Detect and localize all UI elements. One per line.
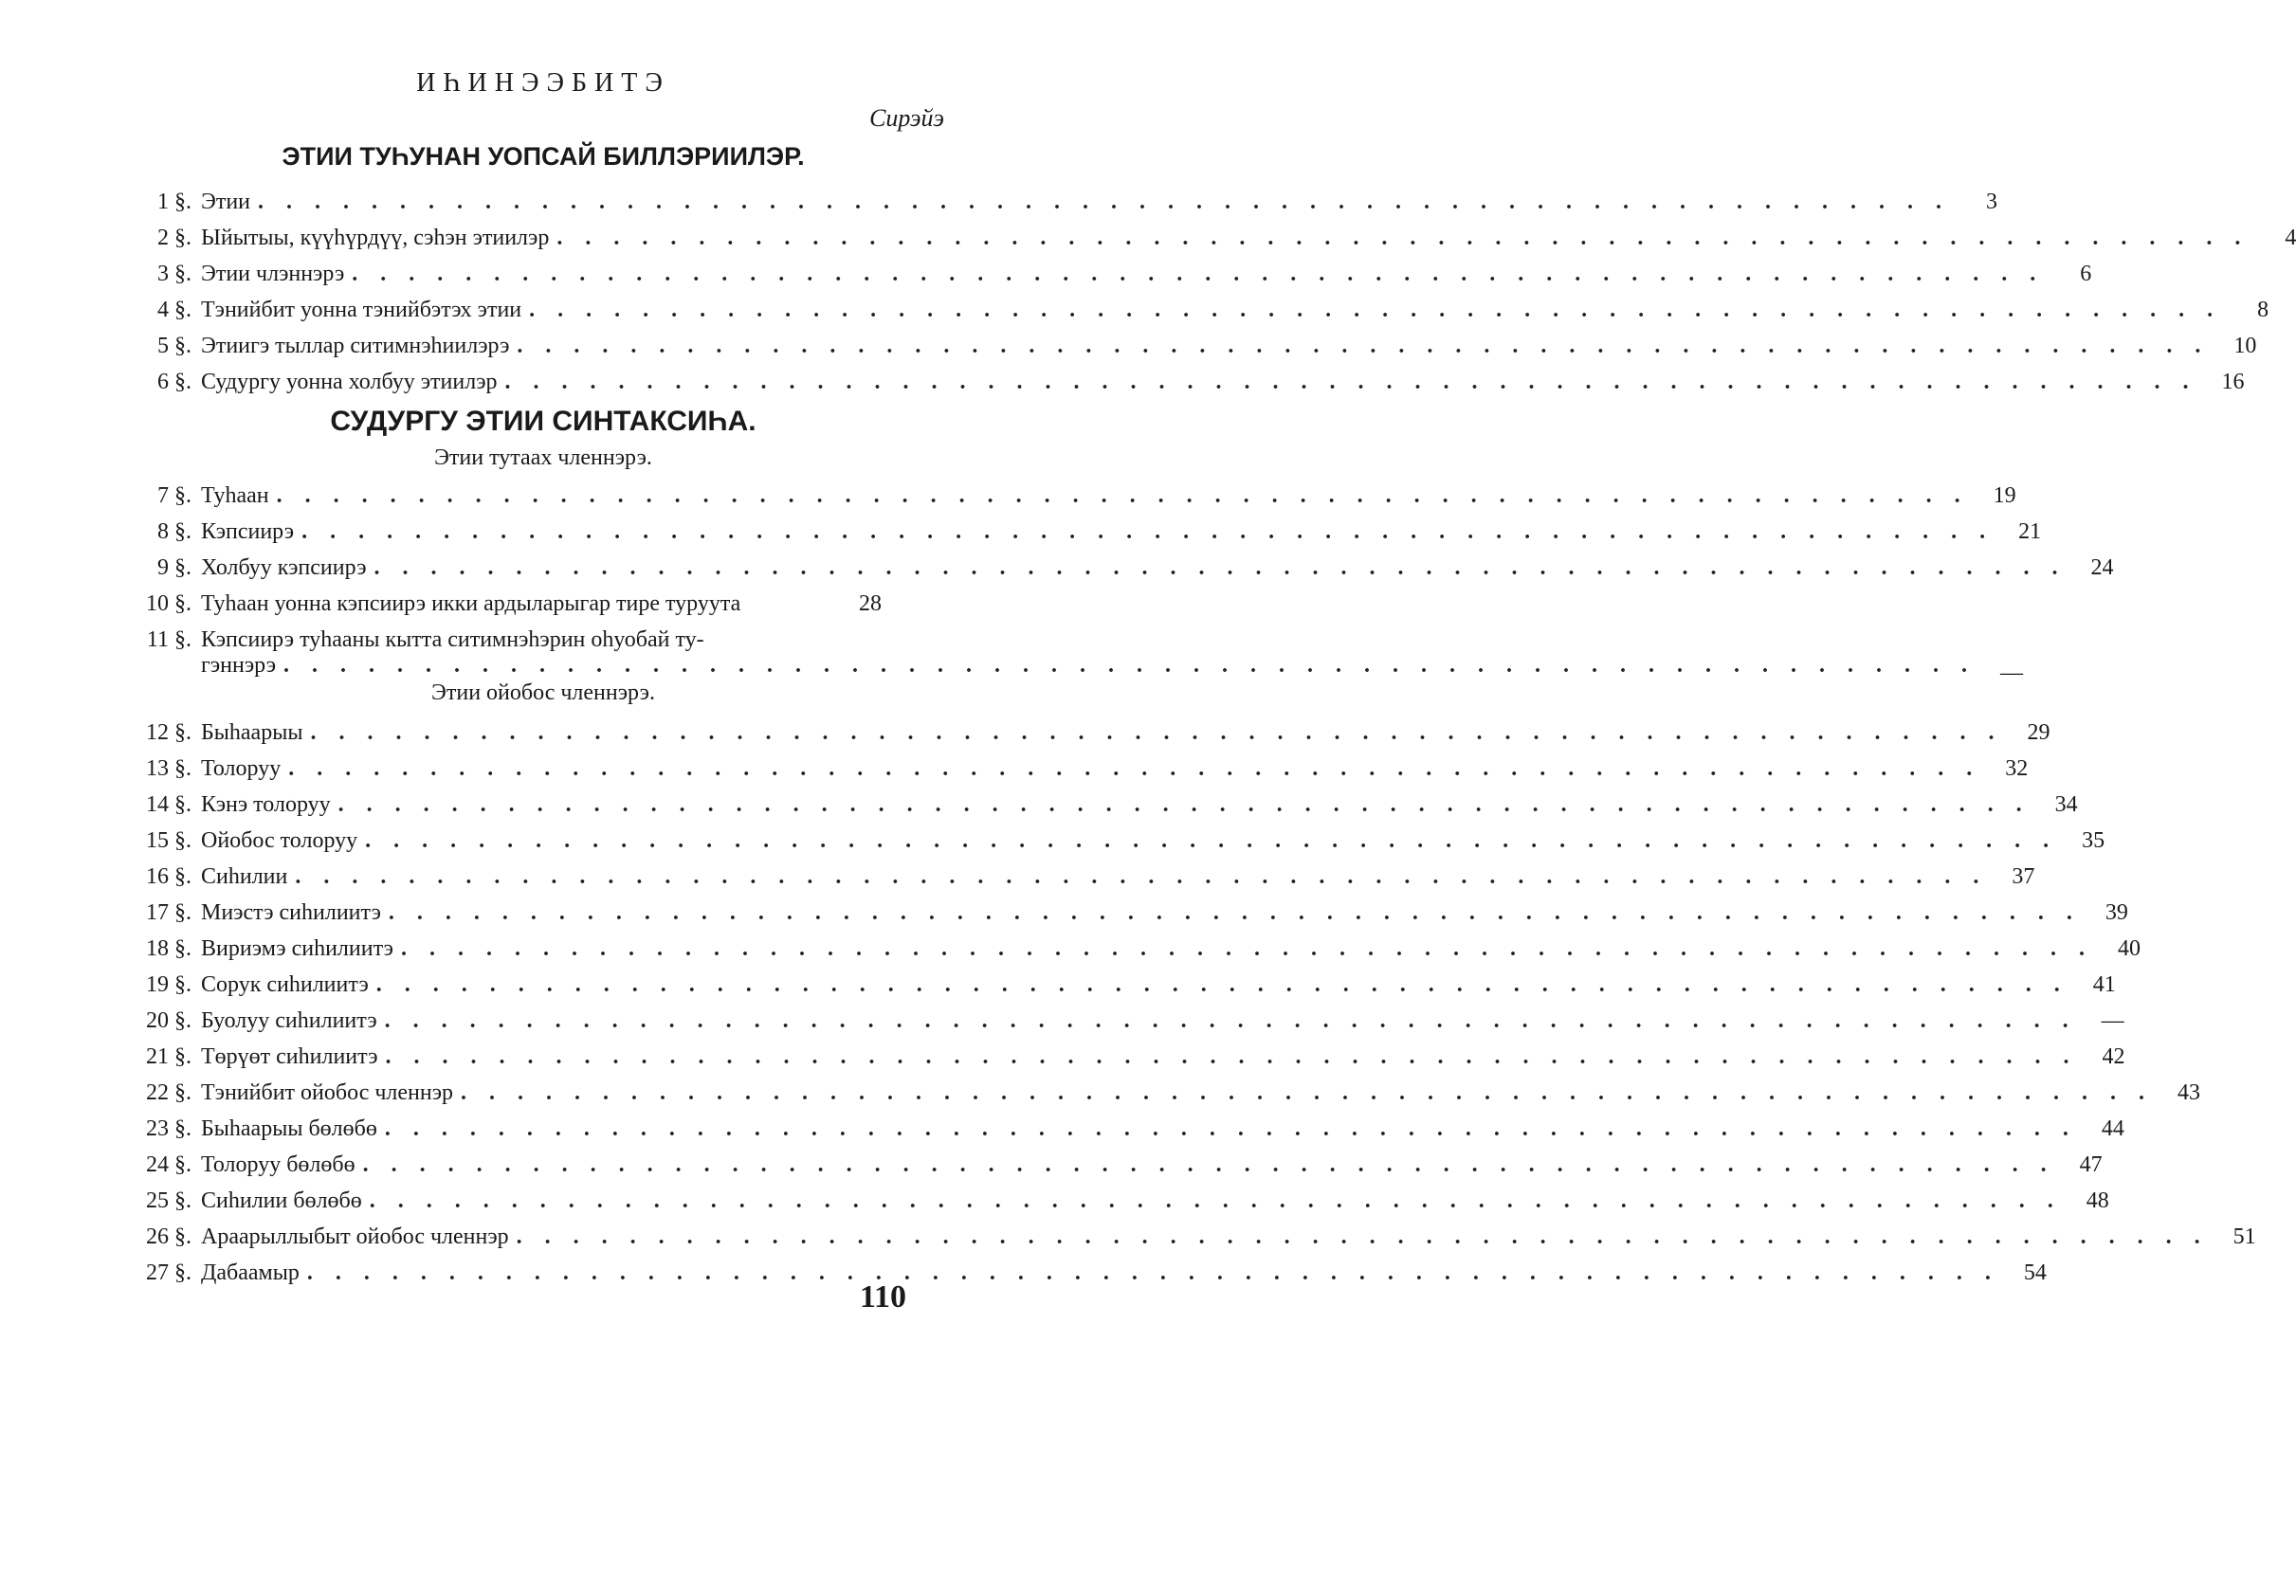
toc-entry-label: Холбуу кэпсиирэ <box>201 555 367 580</box>
toc-entry-page: 51 <box>2232 1224 2256 1249</box>
toc-entry-label: Этиигэ тыллар ситимнэһиилэрэ <box>201 334 510 358</box>
toc-entry-page: 54 <box>2023 1260 2047 1285</box>
toc-entry <box>133 1080 2201 1116</box>
toc-entry-label: Ойобос толоруу <box>201 828 358 853</box>
section-sign: §. <box>174 900 191 925</box>
subheading-secondary-members: Этии ойобос членнэрэ. <box>431 680 655 705</box>
section-sign: §. <box>174 1116 191 1141</box>
section-sign: §. <box>174 1260 191 1285</box>
toc-entry-page: — <box>2000 661 2024 685</box>
toc-entry-label: Толоруу <box>201 756 282 781</box>
section-sign: §. <box>174 519 191 544</box>
toc-entry-label: Дабаамыр <box>201 1260 300 1285</box>
dot-leader <box>517 1224 2209 1250</box>
toc-entry-label: Этии <box>201 190 251 214</box>
toc-entry <box>133 190 1998 226</box>
section-sign: §. <box>174 1044 191 1069</box>
toc-entry <box>133 1044 2125 1080</box>
section-sign: §. <box>174 972 191 997</box>
dot-leader <box>401 936 2093 962</box>
toc-entry <box>133 900 2128 936</box>
toc-entry <box>133 864 2035 900</box>
toc-entry-number: 23 <box>146 1116 169 1141</box>
section-sign: §. <box>174 190 191 214</box>
toc-entry-label: Быһаарыы <box>201 720 303 745</box>
section-sign: §. <box>174 262 191 286</box>
dot-leader <box>556 226 2249 251</box>
toc-entry-page: 10 <box>2233 334 2257 358</box>
toc-list-general <box>133 190 2296 406</box>
toc-entry-label: Сиһилии <box>201 864 288 889</box>
dot-leader <box>288 756 1980 782</box>
section-sign: §. <box>174 828 191 853</box>
toc-entry-number: 3 <box>157 262 169 286</box>
toc-entry-number: 25 <box>146 1188 169 1213</box>
dot-leader <box>385 1116 2077 1142</box>
toc-entry <box>133 1224 2256 1260</box>
toc-entry-page: 44 <box>2101 1116 2124 1141</box>
toc-entry-number: 19 <box>146 972 169 997</box>
page-number: 110 <box>859 1279 906 1315</box>
toc-entry-page: 16 <box>2221 370 2245 394</box>
toc-entry <box>133 1188 2109 1224</box>
toc-entry-number: 4 <box>157 298 169 322</box>
section-sign: §. <box>174 627 191 652</box>
section-sign: §. <box>174 1188 191 1213</box>
dot-leader <box>283 653 1976 679</box>
toc-entry-page: 32 <box>2005 756 2029 781</box>
toc-entry <box>133 972 2116 1008</box>
toc-entry-number: 21 <box>146 1044 169 1069</box>
toc-entry <box>133 591 882 627</box>
dot-leader <box>307 1260 1999 1286</box>
toc-entry-label: Төрүөт сиһилиитэ <box>201 1044 378 1069</box>
toc-entry-label: гэннэрэ <box>201 653 277 678</box>
section-sign: §. <box>174 1224 191 1249</box>
toc-entry <box>133 555 2114 591</box>
toc-entry-label: Миэстэ сиһилиитэ <box>201 900 381 925</box>
toc-entry-page: 19 <box>1993 483 2016 508</box>
dot-leader <box>301 519 1994 545</box>
toc-entry <box>133 1116 2124 1152</box>
dot-leader <box>386 1044 2078 1070</box>
toc-entry-number: 14 <box>146 792 169 817</box>
toc-entry-label: Вириэмэ сиһилиитэ <box>201 936 393 961</box>
dot-leader <box>365 828 2057 854</box>
dot-leader <box>310 720 2002 746</box>
toc-entry-page: 42 <box>2102 1044 2125 1069</box>
toc-entry-page: 40 <box>2117 936 2141 961</box>
toc-entry-page: — <box>2101 1008 2124 1033</box>
toc-entry <box>133 519 2042 555</box>
toc-entry-number: 1 <box>157 190 169 214</box>
toc-entry-page: 3 <box>1986 190 1998 214</box>
toc-entry <box>133 262 2092 298</box>
section-sign: §. <box>174 555 191 580</box>
toc-entry <box>133 334 2257 370</box>
page-title: ИҺИНЭЭБИТЭ <box>416 68 670 98</box>
toc-entry <box>133 1152 2103 1188</box>
toc-entry-number: 10 <box>146 591 169 616</box>
section-sign: §. <box>174 1152 191 1177</box>
toc-entry-page: 8 <box>2257 298 2269 322</box>
section-sign: §. <box>174 370 191 394</box>
dot-leader <box>338 792 2031 818</box>
toc-entry-page: 28 <box>859 591 882 616</box>
toc-entry-label: Туһаан <box>201 483 269 508</box>
toc-entry <box>133 828 2105 864</box>
toc-entry-label: Сиһилии бөлөбө <box>201 1188 362 1213</box>
section-heading-syntax: СУДУРГУ ЭТИИ СИНТАКСИҺА. <box>330 406 756 437</box>
dot-leader <box>461 1080 2153 1106</box>
toc-entry-page: 4 <box>2285 226 2296 250</box>
toc-entry <box>133 298 2269 334</box>
toc-entry-page: 29 <box>2027 720 2050 745</box>
toc-entry-number: 22 <box>146 1080 169 1105</box>
toc-entry-number: 17 <box>146 900 169 925</box>
toc-entry <box>133 1008 2124 1044</box>
toc-entry-page: 39 <box>2105 900 2128 925</box>
toc-entry-number: 7 <box>157 483 169 508</box>
section-sign: §. <box>174 936 191 961</box>
dot-leader <box>374 555 2067 581</box>
toc-entry-number: 6 <box>157 370 169 394</box>
toc-entry-page: 34 <box>2054 792 2078 817</box>
toc-entry-page: 48 <box>2086 1188 2109 1213</box>
toc-entry-number: 9 <box>157 555 169 580</box>
toc-entry-label: Кэнэ толоруу <box>201 792 331 817</box>
toc-list-main-members <box>133 483 2114 686</box>
section-sign: §. <box>174 1080 191 1105</box>
toc-entry-number: 26 <box>146 1224 169 1249</box>
section-sign: §. <box>174 1008 191 1033</box>
section-sign: §. <box>174 334 191 358</box>
toc-entry-label: Ыйытыы, күүһүрдүү, сэһэн этиилэр <box>201 226 550 250</box>
toc-entry-label: Араарыллыбыт ойобос членнэр <box>201 1224 509 1249</box>
toc-entry <box>133 756 2029 792</box>
toc-entry-page: 47 <box>2079 1152 2103 1177</box>
toc-entry-label: Сорук сиһилиитэ <box>201 972 369 997</box>
toc-entry-number: 11 <box>146 627 169 652</box>
section-sign: §. <box>174 483 191 508</box>
toc-entry-number: 18 <box>146 936 169 961</box>
toc-entry-page: 21 <box>2018 519 2042 544</box>
section-heading-general: ЭТИИ ТУҺУНАН УОПСАЙ БИЛЛЭРИИЛЭР. <box>282 142 805 171</box>
toc-entry-label: Кэпсиирэ <box>201 519 295 544</box>
dot-leader <box>529 298 2221 323</box>
toc-entry-number: 8 <box>157 519 169 544</box>
dot-leader <box>376 972 2068 998</box>
dot-leader <box>363 1152 2055 1178</box>
toc-entry-page: 37 <box>2012 864 2035 889</box>
toc-entry-number: 5 <box>157 334 169 358</box>
toc-entry-label: Судургу уонна холбуу этиилэр <box>201 370 498 394</box>
toc-entry <box>133 936 2141 972</box>
toc-entry-number: 13 <box>146 756 169 781</box>
toc-entry-number: 12 <box>146 720 169 745</box>
toc-entry-label: Тэнийбит уонна тэнийбэтэх этии <box>201 298 522 322</box>
toc-entry-page: 43 <box>2178 1080 2201 1105</box>
toc-entry-label: Кэпсиирэ туһааны кытта ситимнэһэрин оһуобай ту- <box>201 627 704 652</box>
section-sign: §. <box>174 720 191 745</box>
dot-leader <box>385 1008 2077 1034</box>
section-sign: §. <box>174 756 191 781</box>
toc-entry <box>133 483 2016 519</box>
dot-leader <box>517 334 2209 359</box>
dot-leader <box>277 483 1969 509</box>
section-sign: §. <box>174 591 191 616</box>
toc-entry-number: 2 <box>157 226 169 250</box>
dot-leader <box>370 1188 2062 1214</box>
toc-entry <box>133 370 2245 406</box>
toc-entry-label: Туһаан уонна кэпсиирэ икки ардыларыгар тире туруута <box>201 591 741 616</box>
toc-entry-number: 24 <box>146 1152 169 1177</box>
section-sign: §. <box>174 864 191 889</box>
toc-entry-page: 35 <box>2082 828 2105 853</box>
dot-leader <box>352 262 2044 287</box>
toc-entry-page: 24 <box>2090 555 2114 580</box>
toc-entry-label: Быһаарыы бөлөбө <box>201 1116 377 1141</box>
toc-entry-number: 16 <box>146 864 169 889</box>
dot-leader <box>389 900 2081 926</box>
section-sign: §. <box>174 226 191 250</box>
page-column-label: Сирэйэ <box>869 104 944 132</box>
toc-entry-label: Буолуу сиһилиитэ <box>201 1008 377 1033</box>
toc-entry <box>133 226 2296 262</box>
section-sign: §. <box>174 298 191 322</box>
toc-entry <box>133 792 2078 828</box>
dot-leader <box>295 864 1987 890</box>
toc-entry-page: 41 <box>2092 972 2116 997</box>
toc-entry-label: Этии члэннэрэ <box>201 262 345 286</box>
toc-entry <box>133 720 2050 756</box>
toc-entry-number: 20 <box>146 1008 169 1033</box>
toc-entry-number: 15 <box>146 828 169 853</box>
toc-entry-number: 27 <box>146 1260 169 1285</box>
toc-entry-label: Толоруу бөлөбө <box>201 1152 355 1177</box>
dot-leader <box>505 370 2197 395</box>
dot-leader <box>258 190 1950 215</box>
toc-entry-label: Тэнийбит ойобос членнэр <box>201 1080 454 1105</box>
toc-entry <box>133 627 2024 686</box>
section-sign: §. <box>174 792 191 817</box>
subheading-main-members: Этии тутаах членнэрэ. <box>434 445 652 470</box>
toc-entry-page: 6 <box>2080 262 2092 286</box>
